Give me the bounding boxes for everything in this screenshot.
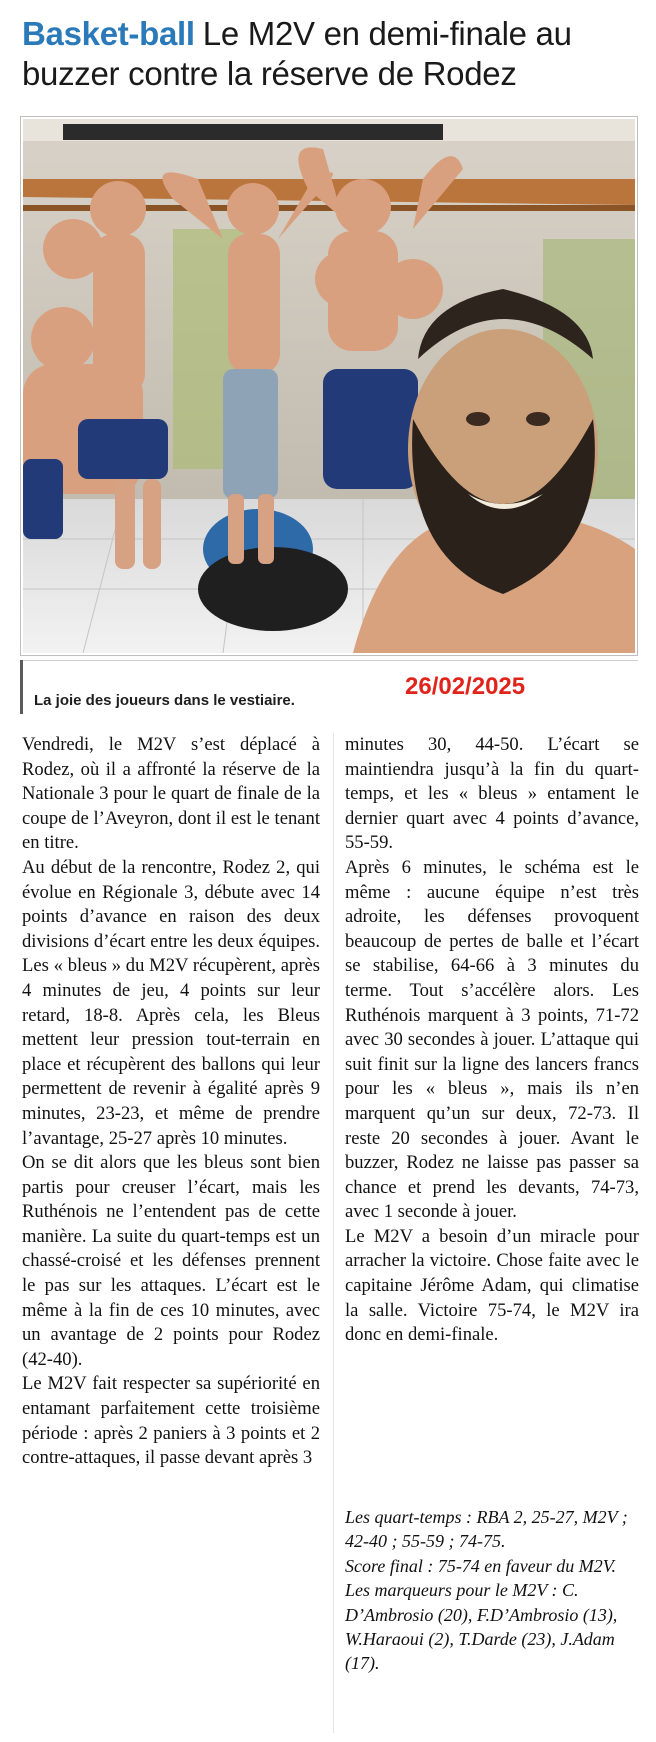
photo-caption: La joie des joueurs dans le vestiaire. xyxy=(34,692,295,709)
article-paragraph: minutes 30, 44-50. L’écart se maintiendra jusqu’à la fin du quart-temps, et les « bleus » entament le dernier quart avec 4 points d’avance, 55-59. xyxy=(345,734,639,854)
photo-frame xyxy=(20,116,638,656)
caption-divider xyxy=(20,660,638,661)
article-column-right xyxy=(345,733,639,1348)
article-paragraph: Le M2V fait respecter sa supériorité en entamant parfaitement cette troisième période : après 2 paniers à 3 points et 2 contre-attaques, il passe devant après 3 xyxy=(22,1373,320,1469)
factbox xyxy=(345,1505,639,1676)
article-paragraph: On se dit alors que les bleus sont bien partis pour creuser l’écart, mais les Ruthénois ne l’entendent pas de cette manière. La suite du quart-temps est un chassé-croisé et les défenses prennent le pas sur les attaques. L’écart est le même à la fin de ces 10 minutes, avec un avantage de 2 points pour Rodez (42-40). xyxy=(22,1152,320,1370)
team-photo xyxy=(23,119,635,653)
date-stamp: 26/02/2025 xyxy=(405,673,526,700)
article-paragraph: Après 6 minutes, le schéma est le même : aucune équipe n’est très adroite, les défenses provoquent beaucoup de pertes de balle et l’écart se stabilise, 64-66 à 3 minutes du terme. Tout s’accélère alors. Les Ruthénois marquent à 3 points, 71-72 avec 30 secondes à jouer. L’attaque qui suit finit sur la ligne des lancers francs pour les « bleus », mais ils n’en marquent qu’un sur deux, 72-73. Il reste 20 secondes à jouer. Avant le buzzer, Rodez ne laisse pas passer sa chance et prend les devants, 74-73, avec 1 seconde à jouer. xyxy=(345,856,639,1223)
column-divider xyxy=(333,733,334,1733)
factbox-quarters: Les quart-temps : RBA 2, 25-27, M2V ; 42-40 ; 55-59 ; 74-75. xyxy=(345,1507,628,1552)
caption-marker xyxy=(20,660,23,714)
article-paragraph: Vendredi, le M2V s’est déplacé à Rodez, où il a affronté la réserve de la Nationale 3 pour le quart de finale de la coupe de l’Aveyron, dont il est le tenant en titre. xyxy=(22,734,320,854)
factbox-scorers: Les marqueurs pour le M2V : C. D’Ambrosio (20), F.D’Ambrosio (13), W.Haraoui (2), T.Darde (23), J.Adam (17). xyxy=(345,1580,618,1674)
article-paragraph: Le M2V a besoin d’un miracle pour arracher la victoire. Chose faite avec le capitaine Jérôme Adam, qui climatise la salle. Victoire 75-74, le M2V ira donc en demi-finale. xyxy=(345,1225,639,1346)
headline xyxy=(22,14,642,94)
section-rubric: Basket-ball xyxy=(22,15,195,52)
factbox-final-score: Score final : 75-74 en faveur du M2V. xyxy=(345,1555,616,1576)
article-column-left xyxy=(22,733,320,1471)
team-photo-illustration xyxy=(23,119,635,653)
article-paragraph: Au début de la rencontre, Rodez 2, qui évolue en Régionale 3, débute avec 14 points d’avance en raison des deux divisions d’écart entre les deux équipes. Les « bleus » du M2V récupèrent, après 4 minutes de jeu, 4 points sur leur retard, 18-8. Après cela, les Bleus mettent leur pression tout-terrain en place et récupèrent des ballons qui leur permettent de revenir à égalité après 9 minutes, 23-23, et même de prendre l’avantage, 25-27 après 10 minutes. xyxy=(22,856,320,1149)
article-title: Le M2V en demi-finale au buzzer contre la réserve de Rodez xyxy=(22,15,572,92)
